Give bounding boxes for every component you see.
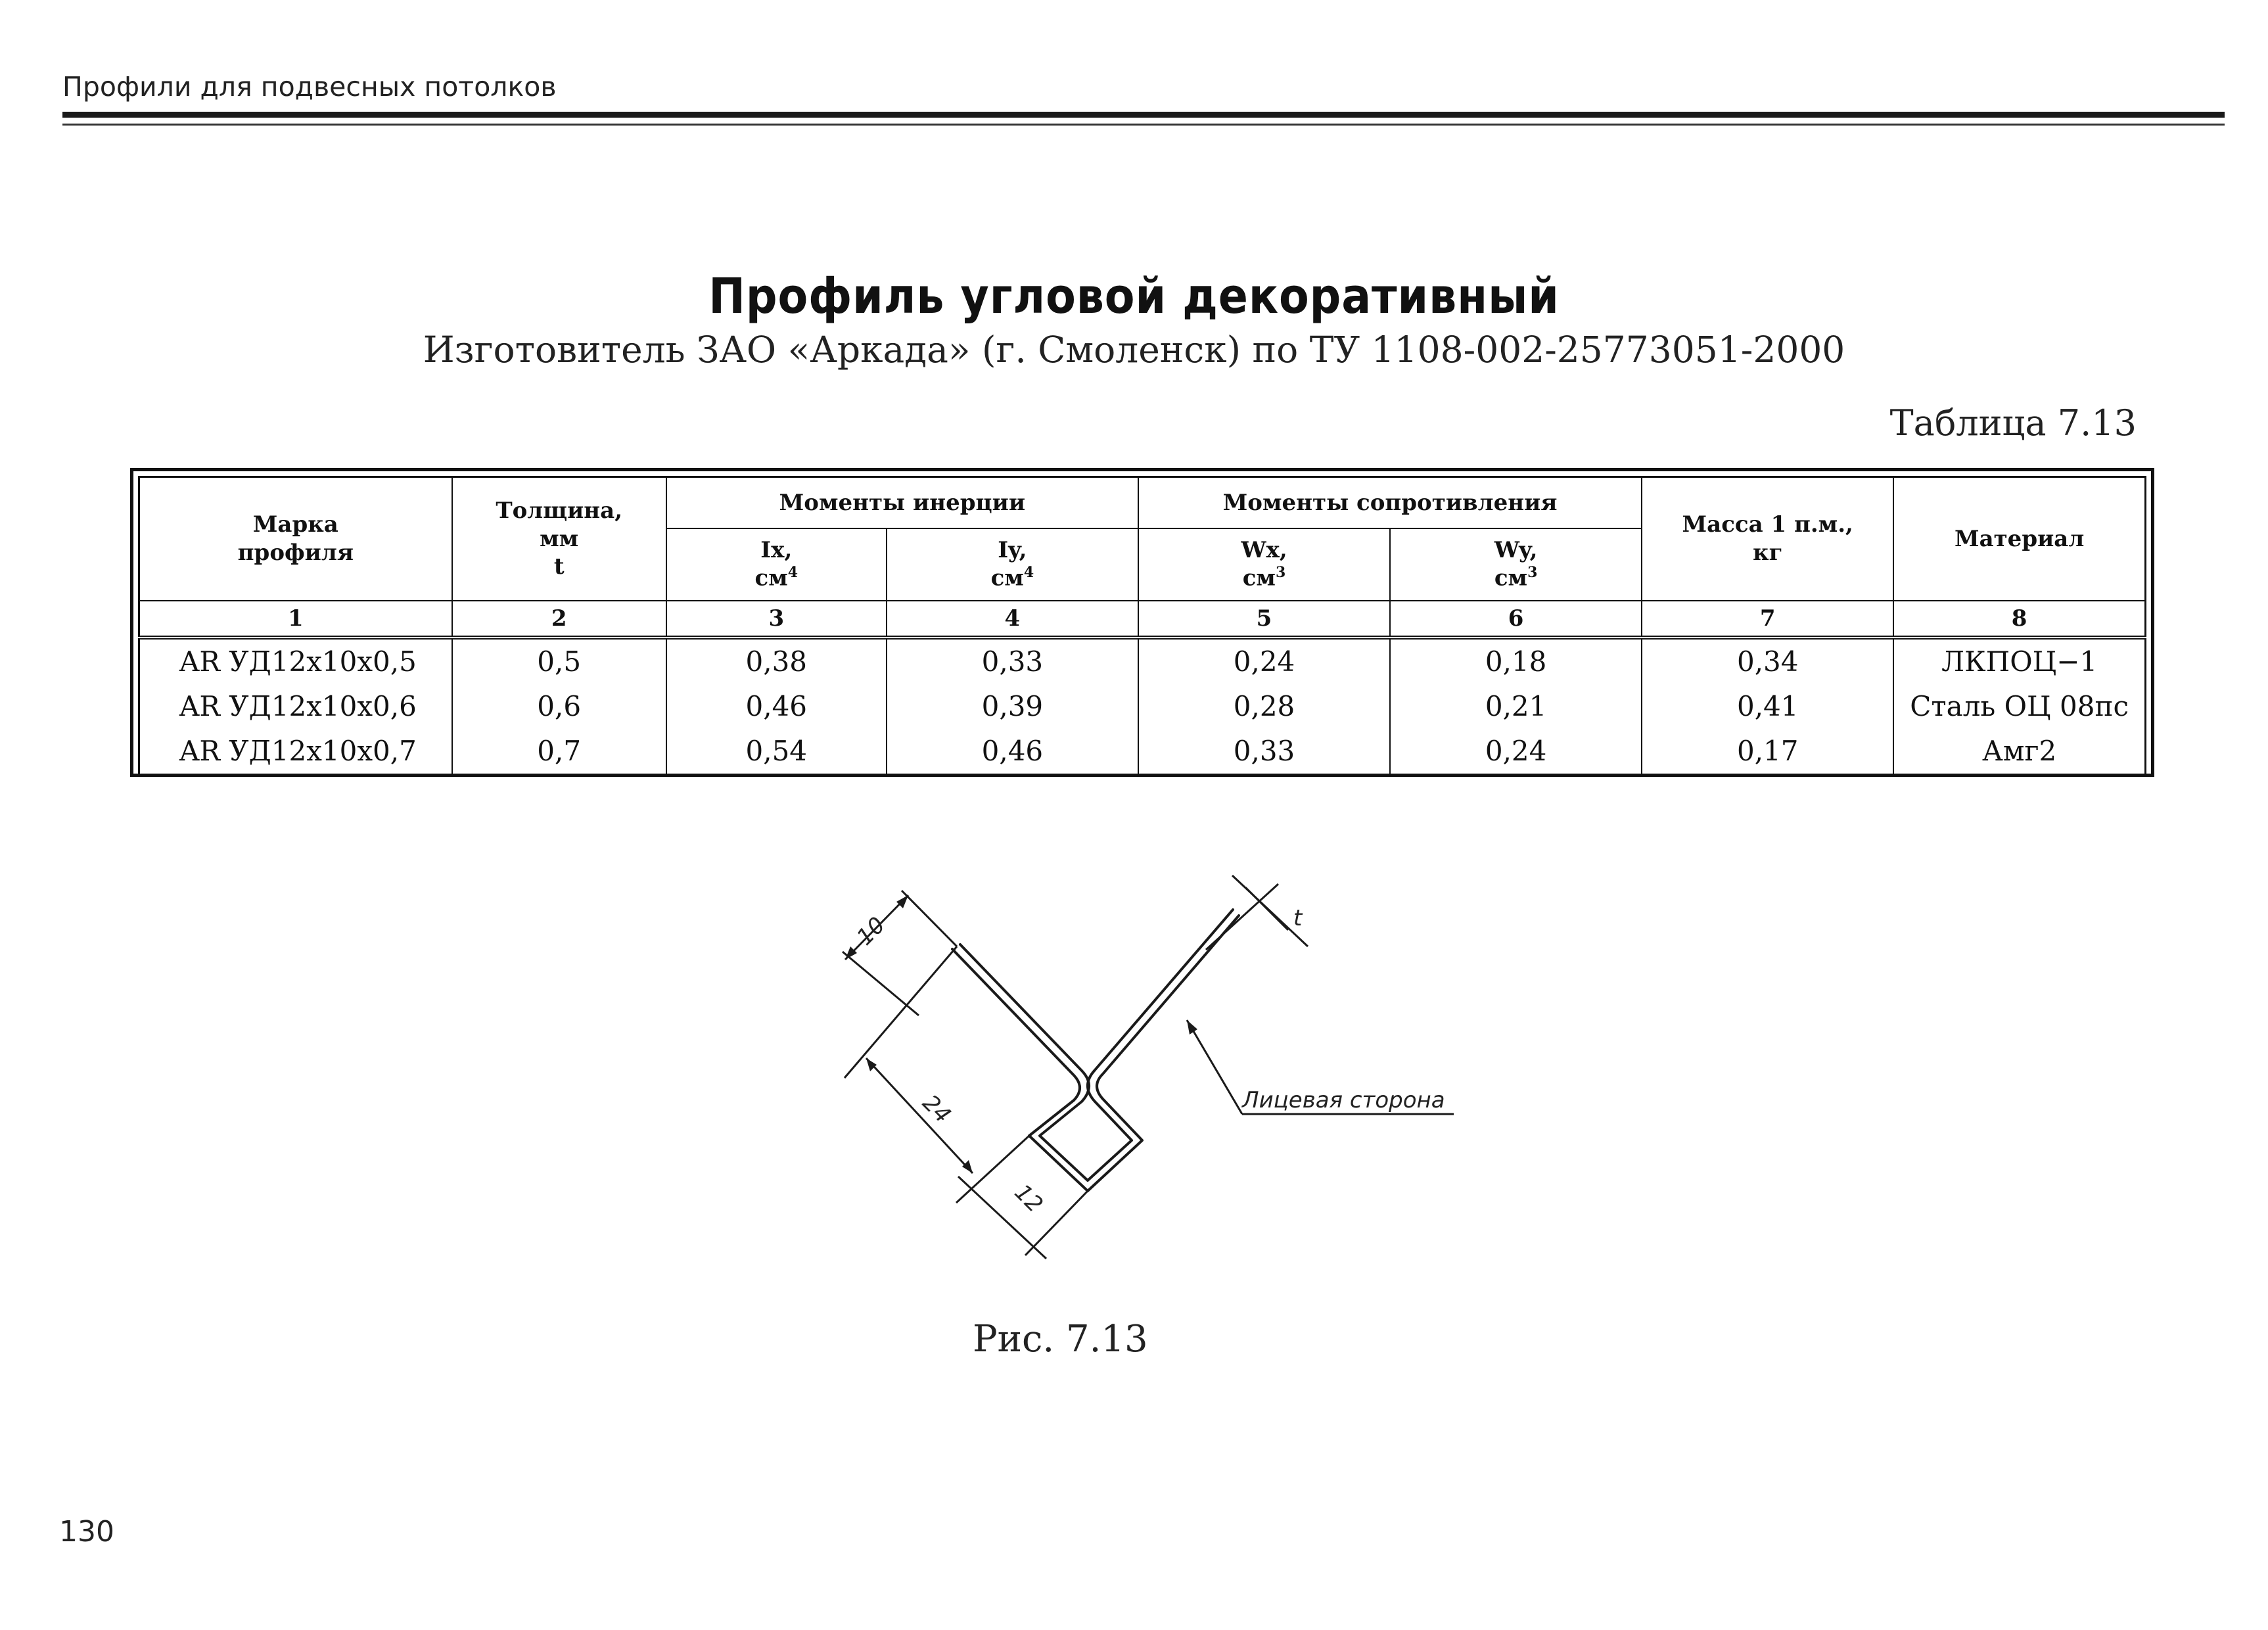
cell-thickness: 0,5 xyxy=(452,638,666,684)
cell-thickness: 0,7 xyxy=(452,729,666,775)
cell-mass: 0,17 xyxy=(1642,729,1893,775)
unit-exp: 3 xyxy=(1527,564,1538,582)
cell-marka: AR УД12х10х0,6 xyxy=(139,684,452,729)
col-number: 1 xyxy=(139,601,452,638)
header-thickness-line3: t xyxy=(553,553,565,580)
header-wx-symbol: Wx, xyxy=(1241,536,1287,563)
figure-caption: Рис. 7.13 xyxy=(973,1318,1148,1361)
header-thickness-line2: мм xyxy=(540,525,579,552)
cell-material: ЛКПОЦ−1 xyxy=(1893,638,2145,684)
cell-iy: 0,33 xyxy=(887,638,1138,684)
col-number: 5 xyxy=(1138,601,1390,638)
arrow xyxy=(1187,1020,1197,1035)
header-ix-symbol: Ix, xyxy=(760,536,793,563)
unit-cm: см xyxy=(990,565,1024,592)
header-thickness-line1: Толщина, xyxy=(496,498,623,524)
dim-24-ext-a xyxy=(845,946,957,1078)
cell-wy: 0,18 xyxy=(1390,638,1642,684)
dim-24-line xyxy=(866,1058,973,1173)
cell-wy: 0,24 xyxy=(1390,729,1642,775)
table-label: Таблица 7.13 xyxy=(1889,402,2137,444)
face-side-label: Лицевая сторона xyxy=(1242,1087,1445,1113)
face-leader xyxy=(1187,1020,1242,1114)
header-resistance-group: Моменты сопротивления xyxy=(1138,477,1642,528)
cell-material: Амг2 xyxy=(1893,729,2145,775)
col-number: 6 xyxy=(1390,601,1642,638)
unit-cm: см xyxy=(754,565,788,592)
cell-wx: 0,24 xyxy=(1138,638,1390,684)
unit-cm: см xyxy=(1494,565,1528,592)
cell-material: Сталь ОЦ 08пс xyxy=(1893,684,2145,729)
running-head: Профили для подвесных потолков xyxy=(62,71,557,103)
dim-10-label: 10 xyxy=(852,912,891,951)
page-title: Профиль угловой декоративный xyxy=(708,268,1560,325)
header-inertia-group: Моменты инерции xyxy=(666,477,1138,528)
arrow xyxy=(962,1160,973,1173)
manufacturer-subtitle: Изготовитель ЗАО «Аркада» (г. Смоленск) по ТУ 1108-002-25773051-2000 xyxy=(423,329,1845,371)
cell-mass: 0,34 xyxy=(1642,638,1893,684)
header-wy-symbol: Wy, xyxy=(1494,536,1538,563)
col-number: 3 xyxy=(666,601,887,638)
dim-t-label: t xyxy=(1293,905,1303,931)
unit-exp: 4 xyxy=(1023,564,1034,582)
header-marka-line1: Марка xyxy=(252,511,338,538)
unit-exp: 3 xyxy=(1275,564,1286,582)
cell-marka: AR УД12х10х0,5 xyxy=(139,638,452,684)
col-number: 2 xyxy=(452,601,666,638)
cell-wx: 0,33 xyxy=(1138,729,1390,775)
cell-marka: AR УД12х10х0,7 xyxy=(139,729,452,775)
profile-outline xyxy=(952,916,1239,1191)
header-mass-line1: Масса 1 п.м., xyxy=(1682,511,1853,538)
cell-ix: 0,46 xyxy=(666,684,887,729)
cell-ix: 0,38 xyxy=(666,638,887,684)
cell-iy: 0,39 xyxy=(887,684,1138,729)
header-marka-line2: профиля xyxy=(237,539,354,566)
page-number: 130 xyxy=(59,1515,114,1548)
col-number: 8 xyxy=(1893,601,2145,638)
dim-12-label: 12 xyxy=(1009,1179,1048,1218)
profile-inner-line xyxy=(960,910,1233,1180)
cell-mass: 0,41 xyxy=(1642,684,1893,729)
cell-ix: 0,54 xyxy=(666,729,887,775)
header-iy-symbol: Iy, xyxy=(998,536,1027,563)
cell-wx: 0,28 xyxy=(1138,684,1390,729)
header-material: Материал xyxy=(1893,477,2145,601)
header-mass-line2: кг xyxy=(1753,539,1783,566)
col-number: 4 xyxy=(887,601,1138,638)
cell-wy: 0,21 xyxy=(1390,684,1642,729)
unit-cm: см xyxy=(1242,565,1276,592)
col-number: 7 xyxy=(1642,601,1893,638)
cell-iy: 0,46 xyxy=(887,729,1138,775)
unit-exp: 4 xyxy=(787,564,798,582)
arrow xyxy=(866,1058,877,1071)
dim-t-line xyxy=(1206,884,1278,950)
cell-thickness: 0,6 xyxy=(452,684,666,729)
dim-24-label: 24 xyxy=(917,1090,956,1129)
dim-10-ext-b xyxy=(902,891,957,946)
